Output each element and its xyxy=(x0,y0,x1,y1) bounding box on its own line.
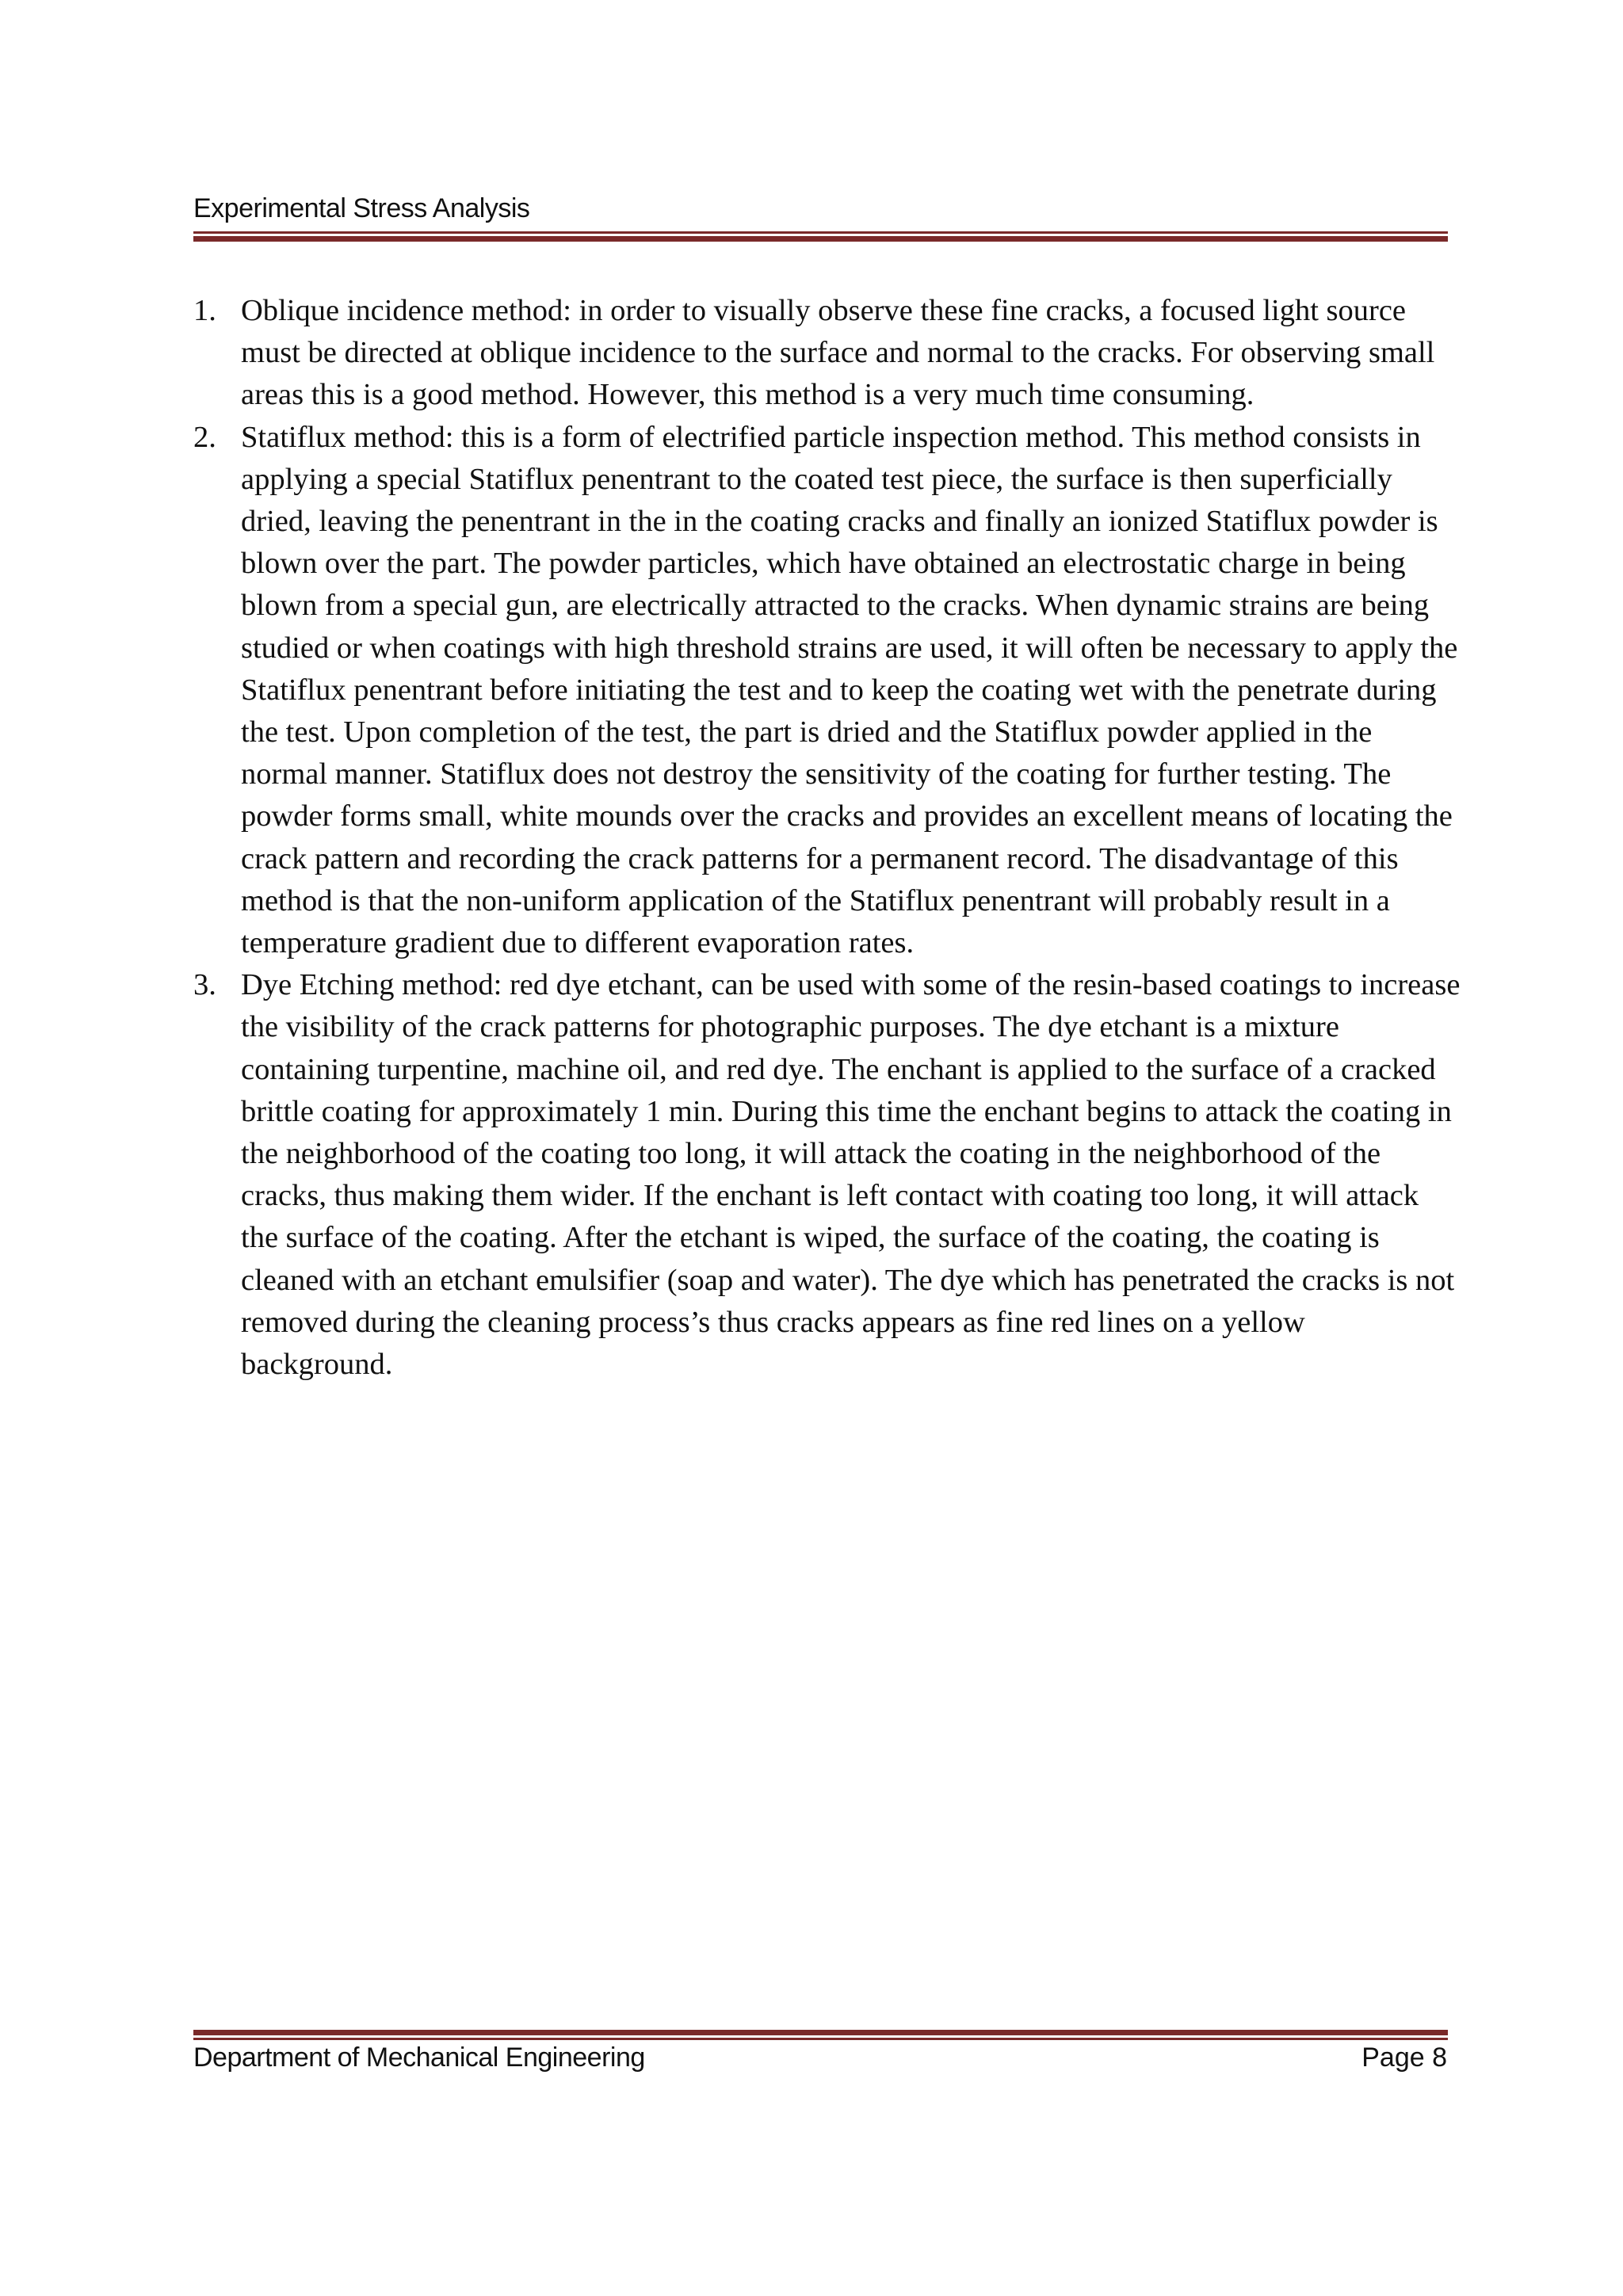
running-footer-department: Department of Mechanical Engineering xyxy=(193,2042,645,2073)
page-number: Page 8 xyxy=(1361,2042,1447,2073)
list-item xyxy=(193,417,1461,965)
header-rule-thick-line xyxy=(193,236,1448,242)
list-item-text: Oblique incidence method: in order to visually observe these fine cracks, a focused light source must be directed at oblique incidence to the surface and normal to the cracks. For observing small areas this is a good method. However, this method is a very much time consuming. xyxy=(241,294,1435,412)
list-item-number: 2. xyxy=(193,420,216,454)
list-item-text: Dye Etching method: red dye etchant, can be used with some of the resin-based coatings to increase the visibility of the crack patterns for photographic purposes. The dye etchant is a mixture containing turpentine, machine oil, and red dye. The enchant is applied to the surface of a cracked brittle coating for approximately 1 min. During this time the enchant begins to attack the coating in the neighborhood of the coating too long, it will attack the coating in the neighborhood of the cracks, thus making them wider. If the enchant is left contact with coating too long, it will attack the surface of the coating. After the etchant is wiped, the surface of the coating, the coating is cleaned with an etchant emulsifier (soap and water). The dye which has penetrated the cracks is not removed during the cleaning process’s thus cracks appears as fine red lines on a yellow background. xyxy=(241,968,1461,1382)
running-header: Experimental Stress Analysis xyxy=(193,193,530,223)
list-item-number: 3. xyxy=(193,968,216,1002)
footer-rule xyxy=(193,2030,1448,2040)
footer-rule-thin-line xyxy=(193,2038,1448,2040)
body-content xyxy=(193,290,1461,1386)
list-item-text: Statiflux method: this is a form of electrified particle inspection method. This method consists in applying a special Statiflux penentrant to the coated test piece, the surface is then superficially dried, leaving the penentrant in the in the coating cracks and finally an ionized Statiflux powder is blown over the part. The powder particles, which have obtained an electrostatic charge in being blown from a special gun, are electrically attracted to the cracks. When dynamic strains are being studied or when coatings with high threshold strains are used, it will often be necessary to apply the Statiflux penentrant before initiating the test and to keep the coating wet with the penetrate during the test. Upon completion of the test, the part is dried and the Statiflux powder applied in the normal manner. Statiflux does not destroy the sensitivity of the coating for further testing. The powder forms small, white mounds over the cracks and provides an excellent means of locating the crack pattern and recording the crack patterns for a permanent record. The disadvantage of this method is that the non-uniform application of the Statiflux penentrant will probably result in a temperature gradient due to different evaporation rates. xyxy=(241,420,1458,960)
footer-rule-thick-line xyxy=(193,2030,1448,2035)
list-item xyxy=(193,290,1461,417)
list-item-number: 1. xyxy=(193,294,216,327)
list-item xyxy=(193,964,1461,1386)
header-rule xyxy=(193,231,1448,242)
